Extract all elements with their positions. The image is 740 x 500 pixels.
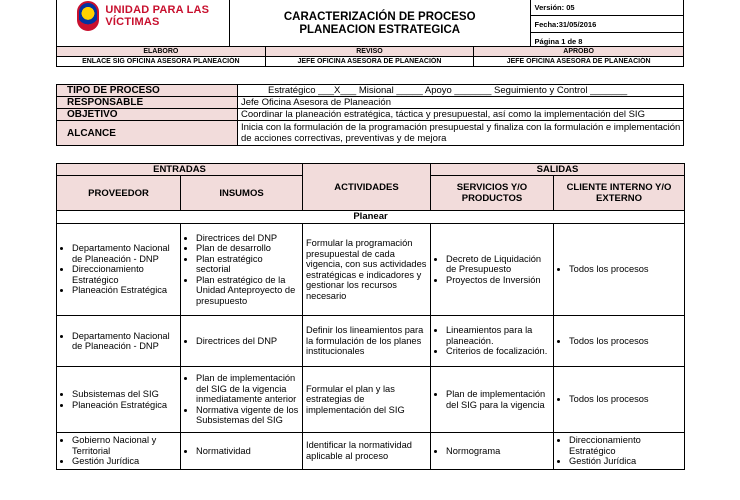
- alcance-value: Inicia con la formulación de la programación presupuestal y finaliza con la formulación e implementación de acciones correctivas, preventivas y de mejora: [238, 121, 684, 146]
- servicio-cell: [431, 316, 554, 367]
- cliente-cell: [554, 224, 685, 316]
- insumo-cell: [181, 367, 303, 433]
- logo: [77, 1, 229, 31]
- cliente-cell: [554, 316, 685, 367]
- table-row: [57, 367, 685, 433]
- objetivo-value: Coordinar la planeación estratégica, táctica y presupuestal, así como la implementación del SIG: [238, 109, 684, 121]
- proveedor-cell: [57, 316, 181, 367]
- proveedor-item: • Direccionamiento Estratégico: [72, 264, 177, 285]
- proveedor-cell: [57, 433, 181, 470]
- process-table: [56, 163, 685, 470]
- proveedor-item: • Gestión Jurídica: [72, 456, 177, 467]
- servicio-item: • Criterios de focalización.: [446, 346, 550, 357]
- title-line-2: PLANEACION ESTRATEGICA: [299, 24, 461, 36]
- responsable-value: Jefe Oficina Asesora de Planeación: [238, 97, 684, 109]
- cliente-cell: [554, 367, 685, 433]
- salidas-header: SALIDAS: [431, 164, 685, 176]
- fecha: Fecha:31/05/2016: [530, 16, 683, 33]
- reviso-value: JEFE OFICINA ASESORA DE PLANEACIÓN: [265, 57, 474, 67]
- crest-icon: [77, 1, 99, 31]
- table-row: [57, 224, 685, 316]
- cliente-item: • Gestión Jurídica: [569, 456, 681, 467]
- insumo-cell: [181, 316, 303, 367]
- aprobo-label: APROBO: [474, 47, 684, 57]
- servicio-cell: [431, 433, 554, 470]
- entradas-header: ENTRADAS: [57, 164, 303, 176]
- logo-text: UNIDAD PARA LAS VÍCTIMAS: [105, 4, 210, 28]
- alcance-label: ALCANCE: [57, 121, 238, 146]
- proveedor-item: • Gobierno Nacional y Territorial: [72, 435, 177, 456]
- document-header: [56, 0, 684, 50]
- insumo-cell: [181, 224, 303, 316]
- cliente-item: • Todos los procesos: [569, 336, 681, 347]
- insumo-item: • Plan de implementación del SIG de la vigencia inmediatamente anterior: [196, 373, 299, 405]
- insumo-item: • Normatividad: [196, 446, 299, 457]
- proveedor-item: • Departamento Nacional de Planeación - DNP: [72, 243, 177, 264]
- pagina: Página 1 de 8: [530, 33, 683, 50]
- proveedor-item: • Departamento Nacional de Planeación - DNP: [72, 331, 177, 352]
- table-row: [57, 316, 685, 367]
- logo-cell: [57, 0, 230, 50]
- insumo-item: • Normativa vigente de los Subsistemas del SIG: [196, 405, 299, 426]
- servicio-cell: [431, 367, 554, 433]
- signature-table: [56, 46, 684, 67]
- insumo-item: • Directrices del DNP: [196, 233, 299, 244]
- process-info-table: [56, 84, 684, 146]
- table-row: [57, 433, 685, 470]
- cliente-item: • Todos los procesos: [569, 264, 681, 275]
- proveedor-cell: [57, 224, 181, 316]
- reviso-label: REVISO: [265, 47, 474, 57]
- servicio-item: • Lineamientos para la planeación.: [446, 325, 550, 346]
- document-title: [229, 0, 530, 50]
- proveedor-item: • Planeación Estratégica: [72, 400, 177, 411]
- insumo-cell: [181, 433, 303, 470]
- elaboro-label: ELABORO: [57, 47, 266, 57]
- proveedor-header: PROVEEDOR: [57, 176, 181, 211]
- servicio-cell: [431, 224, 554, 316]
- proveedor-cell: [57, 367, 181, 433]
- actividad-cell: Formular la programación presupuestal de cada vigencia, con sus actividades estratégicas e indicadores y gestionar los recursos necesario: [303, 224, 431, 316]
- servicio-item: • Proyectos de Inversión: [446, 275, 550, 286]
- responsable-label: RESPONSABLE: [57, 97, 238, 109]
- insumo-item: • Plan estratégico sectorial: [196, 254, 299, 275]
- cliente-item: • Todos los procesos: [569, 394, 681, 405]
- actividad-cell: Definir los lineamientos para la formulación de los planes institucionales: [303, 316, 431, 367]
- proveedor-item: • Planeación Estratégica: [72, 285, 177, 296]
- section-planear: Planear: [57, 211, 685, 224]
- title-line-1: CARACTERIZACIÓN DE PROCESO: [283, 11, 476, 23]
- tipo-label: TIPO DE PROCESO: [57, 85, 238, 97]
- servicio-item: • Decreto de Liquidación de Presupuesto: [446, 254, 550, 275]
- elaboro-value: ENLACE SIG OFICINA ASESORA PLANEACIÓN: [57, 57, 266, 67]
- cliente-cell: [554, 433, 685, 470]
- tipo-value: Estratégico ___X___ Misional _____ Apoyo _______ Seguimiento y Control _______: [238, 85, 684, 97]
- servicios-header: SERVICIOS Y/O PRODUCTOS: [431, 176, 554, 211]
- cliente-header: CLIENTE INTERNO Y/O EXTERNO: [554, 176, 685, 211]
- version: Versión: 05: [530, 0, 683, 16]
- insumo-item: • Directrices del DNP: [196, 336, 299, 347]
- actividades-header: ACTIVIDADES: [303, 164, 431, 211]
- actividad-cell: Identificar la normatividad aplicable al proceso: [303, 433, 431, 470]
- servicio-item: • Normograma: [446, 446, 550, 457]
- servicio-item: • Plan de implementación del SIG para la vigencia: [446, 389, 550, 410]
- cliente-item: • Direccionamiento Estratégico: [569, 435, 681, 456]
- aprobo-value: JEFE OFICINA ASESORA DE PLANEACIÓN: [474, 57, 684, 67]
- insumo-item: • Plan estratégico de la Unidad Anteproyecto de presupuesto: [196, 275, 299, 307]
- objetivo-label: OBJETIVO: [57, 109, 238, 121]
- insumo-item: • Plan de desarrollo: [196, 243, 299, 254]
- proveedor-item: • Subsistemas del SIG: [72, 389, 177, 400]
- actividad-cell: Formular el plan y las estrategias de implementación del SIG: [303, 367, 431, 433]
- insumos-header: INSUMOS: [181, 176, 303, 211]
